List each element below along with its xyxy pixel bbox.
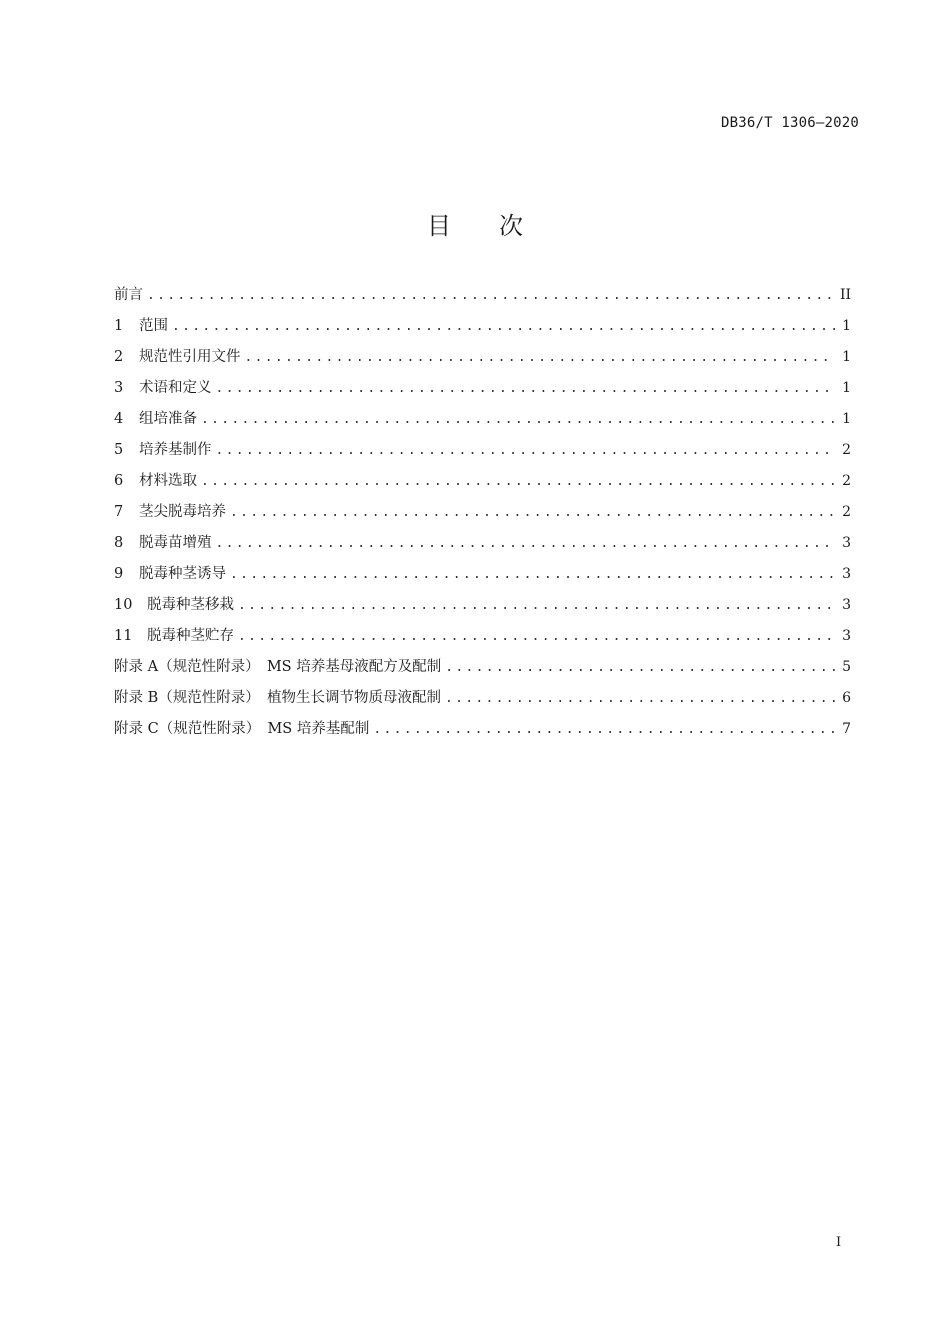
toc-leader-dots (201, 412, 835, 427)
toc-entry-3[interactable] (114, 376, 851, 407)
toc-entry-label: 脱毒苗增殖 (139, 535, 212, 551)
toc-leader-dots (445, 691, 835, 706)
toc-leader-dots (216, 381, 836, 396)
toc-entry-number: 10 (114, 597, 133, 613)
toc-leader-dots (230, 505, 835, 520)
toc-entry-page: 1 (842, 411, 851, 427)
toc-entry-page: 2 (842, 473, 851, 489)
toc-leader-dots (373, 722, 835, 737)
toc-entry-label: 组培准备 (139, 411, 197, 427)
toc-leader-dots (230, 567, 835, 582)
toc-title-char-1: 目 (427, 212, 451, 240)
table-of-contents (114, 283, 851, 748)
toc-entry-number: 3 (114, 380, 124, 396)
toc-leader-dots (147, 288, 834, 303)
toc-entry-label: 材料选取 (139, 473, 197, 489)
toc-entry-6[interactable] (114, 469, 851, 500)
toc-leader-dots (216, 536, 836, 551)
toc-entry-10[interactable] (114, 593, 851, 624)
toc-entry-8[interactable] (114, 531, 851, 562)
toc-entry-7[interactable] (114, 500, 851, 531)
toc-entry-page: II (839, 287, 851, 303)
toc-leader-dots (238, 598, 835, 613)
toc-leader-dots (445, 660, 835, 675)
toc-entry-number: 4 (114, 411, 124, 427)
toc-entry-page: 5 (842, 659, 851, 675)
toc-entry-2[interactable] (114, 345, 851, 376)
toc-entry-page: 6 (842, 690, 851, 706)
toc-entry-label: 术语和定义 (139, 380, 212, 396)
toc-entry-number: 6 (114, 473, 124, 489)
toc-entry-4[interactable] (114, 407, 851, 438)
toc-entry-page: 3 (842, 535, 851, 551)
toc-entry-label: 脱毒种茎诱导 (139, 566, 226, 582)
toc-leader-dots (201, 474, 835, 489)
toc-entry-page: 3 (842, 628, 851, 644)
toc-entry-appendix-b[interactable] (114, 686, 851, 717)
toc-entry-11[interactable] (114, 624, 851, 655)
toc-entry-appendix-a[interactable] (114, 655, 851, 686)
toc-entry-page: 1 (842, 318, 851, 334)
toc-entry-number: 7 (114, 504, 124, 520)
toc-entry-page: 1 (842, 349, 851, 365)
toc-entry-label: 附录 B（规范性附录） 植物生长调节物质母液配制 (114, 690, 442, 706)
toc-entry-number: 2 (114, 349, 124, 365)
toc-title (0, 206, 950, 241)
toc-leader-dots (238, 629, 835, 644)
toc-entry-1[interactable] (114, 314, 851, 345)
toc-entry-label: 范围 (139, 318, 168, 334)
toc-title-char-2: 次 (499, 212, 523, 240)
footer-page-number: I (836, 1235, 842, 1250)
toc-entry-number: 8 (114, 535, 124, 551)
toc-entry-appendix-c[interactable] (114, 717, 851, 748)
toc-entry-label: 附录 C（规范性附录） MS 培养基配制 (114, 721, 370, 737)
toc-entry-label: 茎尖脱毒培养 (139, 504, 226, 520)
toc-leader-dots (245, 350, 836, 365)
toc-entry-foreword[interactable] (114, 283, 851, 314)
toc-entry-page: 3 (842, 597, 851, 613)
toc-entry-page: 3 (842, 566, 851, 582)
toc-leader-dots (216, 443, 836, 458)
toc-entry-number: 1 (114, 318, 124, 334)
toc-leader-dots (172, 319, 835, 334)
toc-entry-number: 9 (114, 566, 124, 582)
toc-entry-9[interactable] (114, 562, 851, 593)
document-code: DB36/T 1306—2020 (720, 115, 859, 131)
toc-entry-number: 5 (114, 442, 124, 458)
toc-entry-page: 7 (842, 721, 851, 737)
toc-entry-label: 脱毒种茎移栽 (147, 597, 234, 613)
toc-entry-label: 培养基制作 (139, 442, 212, 458)
toc-entry-label: 脱毒种茎贮存 (147, 628, 234, 644)
toc-entry-label: 前言 (114, 287, 143, 303)
toc-entry-5[interactable] (114, 438, 851, 469)
toc-entry-number: 11 (114, 628, 133, 644)
toc-entry-label: 附录 A（规范性附录） MS 培养基母液配方及配制 (114, 659, 442, 675)
toc-entry-label: 规范性引用文件 (139, 349, 241, 365)
toc-entry-page: 2 (842, 442, 851, 458)
toc-entry-page: 1 (842, 380, 851, 396)
toc-entry-page: 2 (842, 504, 851, 520)
